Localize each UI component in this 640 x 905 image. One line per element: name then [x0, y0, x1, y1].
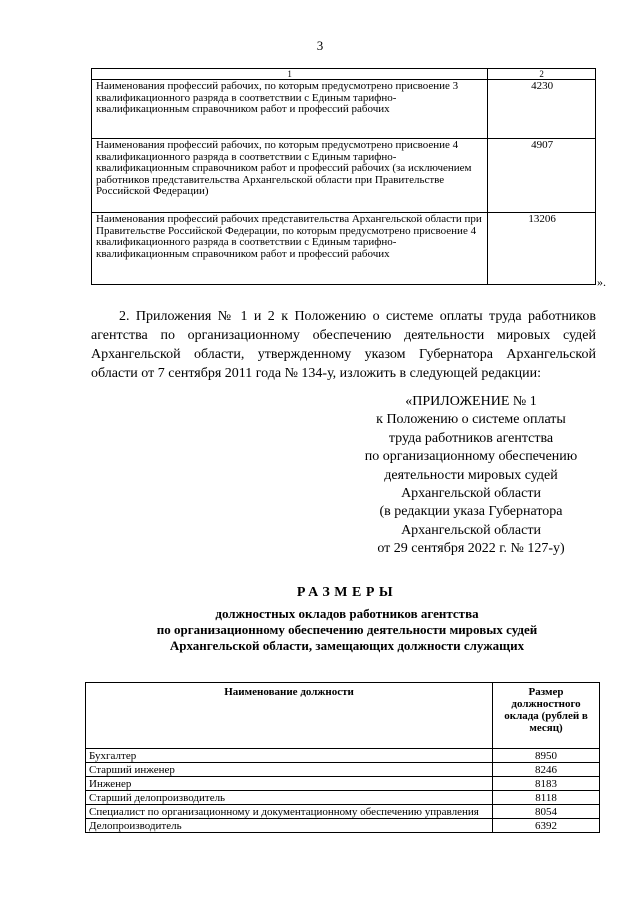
heading-subtitle-line: должностных окладов работников агентства	[215, 606, 479, 621]
appendix-line: труда работников агентства	[388, 430, 554, 446]
appendix-line: деятельности мировых судей	[384, 467, 558, 483]
appendix-line: «ПРИЛОЖЕНИЕ № 1	[405, 394, 537, 409]
paragraph-line: 2. Приложения № 1 и 2 к Положению о системе оплаты труда работников	[119, 309, 596, 324]
appendix-line: Архангельской области	[401, 486, 541, 502]
heading-subtitle-line: по организационному обеспечению деятельности мировых судей	[156, 622, 538, 637]
appendix-line: Архангельской области	[401, 522, 541, 538]
salary-value: 4230	[488, 80, 596, 139]
appendix-line: (в редакции указа Губернатора	[379, 504, 563, 520]
profession-description: Наименования профессий рабочих, по которым предусмотрено присвоение 4 квалификационного разряда в соответствии с Единым тарифно-квалификационным справочником работ и профессий рабочих (за исключением работников представительства Архангельской области при Правительстве Российской Федерации)	[92, 139, 488, 213]
table-row	[92, 139, 596, 213]
profession-description: Наименования профессий рабочих, по которым предусмотрено присвоение 3 квалификационного разряда в соответствии с Единым тарифно-квалификационным справочником работ и профессий рабочих	[92, 80, 488, 139]
professions-salary-table	[91, 68, 596, 285]
table-header-row	[86, 683, 600, 749]
salary-header: Размер должностного оклада (рублей в месяц)	[493, 683, 600, 749]
heading-subtitle-line: Архангельской области, замещающих должности служащих	[169, 638, 525, 653]
position-name: Специалист по организационному и документационному обеспечению управления	[86, 805, 493, 819]
table-row	[92, 213, 596, 285]
position-name: Делопроизводитель	[86, 819, 493, 833]
profession-description: Наименования профессий рабочих представительства Архангельской области при Правительстве Российской Федерации, по которым предусмотрено присвоение 4 квалификационного разряда в соответствии с Единым тарифно-квалификационным справочником работ и профессий рабочих	[92, 213, 488, 285]
position-name: Инженер	[86, 777, 493, 791]
table-row	[86, 777, 600, 791]
position-name: Старший делопроизводитель	[86, 791, 493, 805]
positions-salary-table	[85, 682, 600, 833]
appendix-line: к Положению о системе оплаты	[376, 412, 566, 428]
salary-value: 8054	[493, 805, 600, 819]
salary-value: 8183	[493, 777, 600, 791]
appendix-header	[330, 393, 612, 559]
section-heading	[60, 583, 634, 654]
table-row	[86, 791, 600, 805]
table-row	[92, 80, 596, 139]
closing-quote: ».	[597, 275, 606, 289]
salary-value: 6392	[493, 819, 600, 833]
salary-value: 8246	[493, 763, 600, 777]
appendix-line: от 29 сентября 2022 г. № 127-у)	[377, 541, 565, 557]
table-row	[86, 805, 600, 819]
table-row	[86, 749, 600, 763]
appendix-line: по организационному обеспечению	[364, 449, 578, 465]
salary-value: 8118	[493, 791, 600, 805]
page-number: 3	[316, 38, 324, 53]
position-name-header: Наименование должности	[86, 683, 493, 749]
table-row	[86, 763, 600, 777]
salary-value: 13206	[488, 213, 596, 285]
salary-value: 4907	[488, 139, 596, 213]
position-name: Старший инженер	[86, 763, 493, 777]
column-number-2: 2	[488, 69, 596, 80]
amendment-paragraph	[91, 307, 596, 383]
paragraph-line: области от 7 сентября 2011 года № 134-у, изложить в следующей редакции:	[91, 366, 541, 381]
position-name: Бухгалтер	[86, 749, 493, 763]
paragraph-line: Архангельской области, утвержденному указом Губернатора Архангельской	[91, 347, 596, 362]
paragraph-line: агентства по организационному обеспечению деятельности мировых судей	[91, 328, 596, 343]
table-row	[86, 819, 600, 833]
heading-title: РАЗМЕРЫ	[296, 585, 398, 600]
column-number-1: 1	[92, 69, 488, 80]
table-header-row	[92, 69, 596, 80]
salary-value: 8950	[493, 749, 600, 763]
